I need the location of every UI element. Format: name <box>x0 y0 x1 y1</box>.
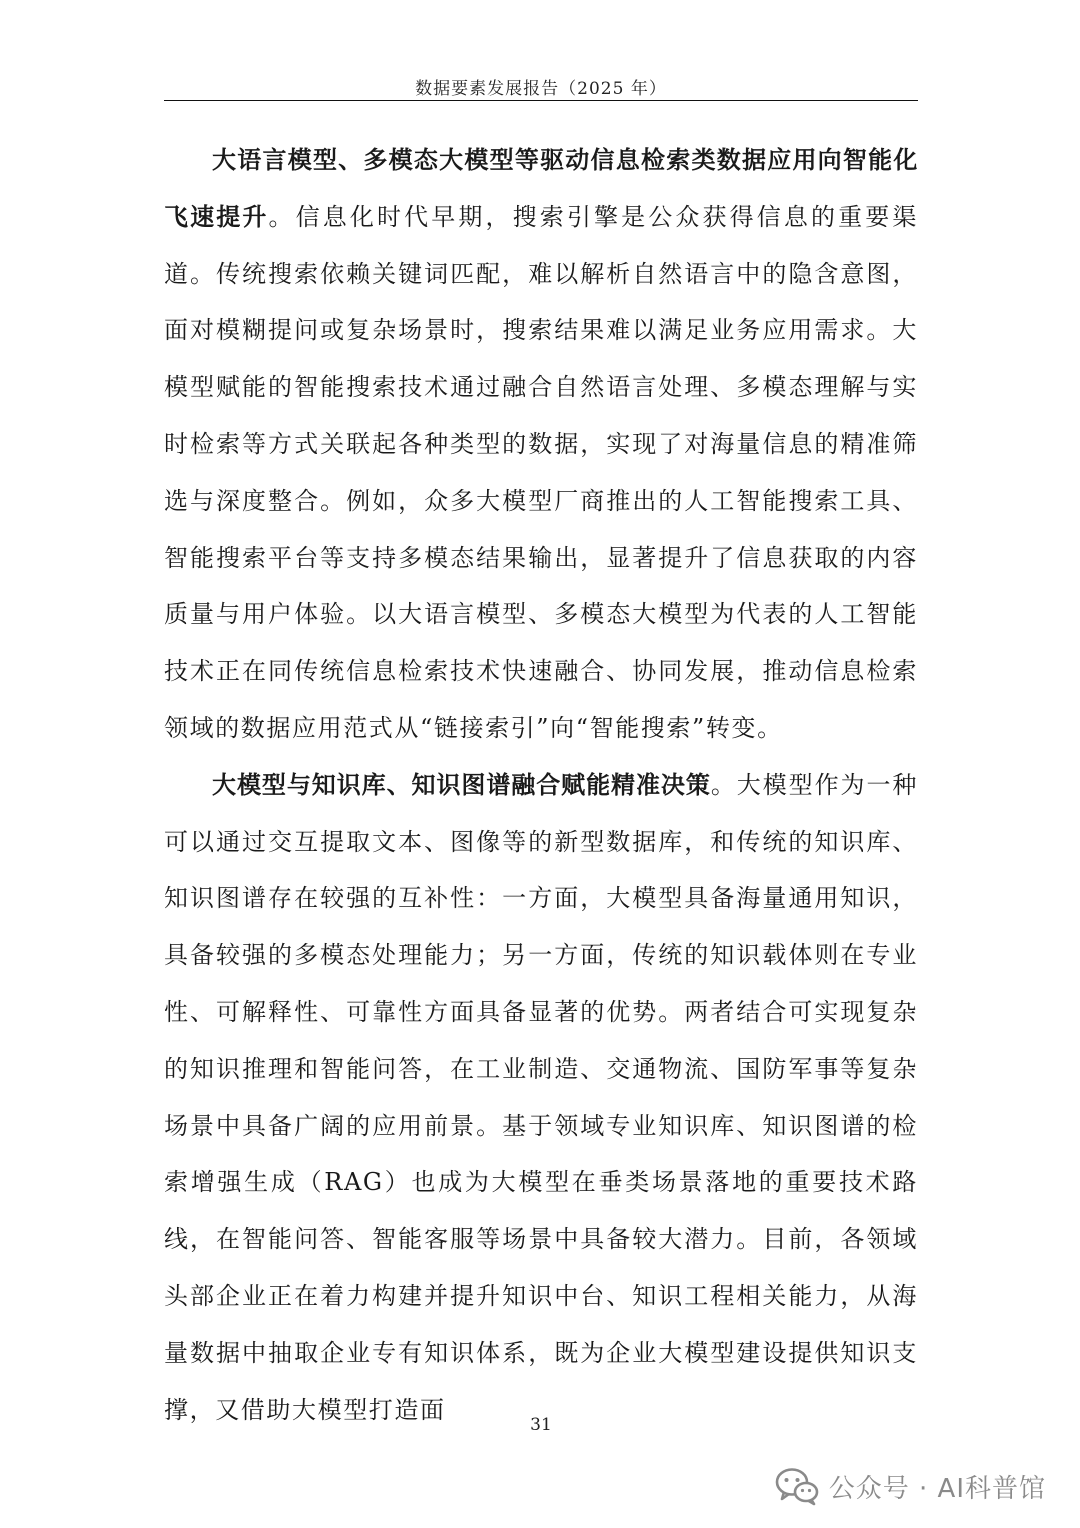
paragraph-body: 。大模型作为一种可以通过交互提取文本、图像等的新型数据库，和传统的知识库、知识图谱存在较强的互补性：一方面，大模型具备海量通用知识，具备较强的多模态处理能力；另一方面，传统的知识载体则在专业性、可解释性、可靠性方面具备显著的优势。两者结合可实现复杂的知识推理和智能问答，在工业制造、交通物流、国防军事等复杂场景中具备广阔的应用前景。基于领域专业知识库、知识图谱的检索增强生成（RAG）也成为大模型在垂类场景落地的重要技术路线，在智能问答、智能客服等场景中具备较大潜力。目前，各领域头部企业正在着力构建并提升知识中台、知识工程相关能力，从海量数据中抽取企业专有知识体系，既为企业大模型建设提供知识支撑，又借助大模型打造面 <box>164 770 918 1424</box>
running-header-title: 数据要素发展报告（2025 年） <box>415 79 667 99</box>
paragraph-knowledge-graph <box>164 757 918 1439</box>
wechat-icon <box>775 1466 819 1506</box>
paragraph-lead: 大模型与知识库、知识图谱融合赋能精准决策 <box>212 770 711 799</box>
paragraph-info-retrieval <box>164 132 918 757</box>
paragraph-lead: 大语言模型、多模态大模型等驱动信息检索类数据应用向智能化飞速提升 <box>164 146 918 231</box>
body-text <box>164 132 918 1438</box>
watermark <box>775 1456 1046 1516</box>
paragraph-body: 。信息化时代早期，搜索引擎是公众获得信息的重要渠道。传统搜索依赖关键词匹配，难以解析自然语言中的隐含意图，面对模糊提问或复杂场景时，搜索结果难以满足业务应用需求。大模型赋能的智能搜索技术通过融合自然语言处理、多模态理解与实时检索等方式关联起各种类型的数据，实现了对海量信息的精准筛选与深度整合。例如，众多大模型厂商推出的人工智能搜索工具、智能搜索平台等支持多模态结果输出，显著提升了信息获取的内容质量与用户体验。以大语言模型、多模态大模型为代表的人工智能技术正在同传统信息检索技术快速融合、协同发展，推动信息检索领域的数据应用范式从“链接索引”向“智能搜索”转变。 <box>164 202 918 742</box>
page-number: 31 <box>530 1415 552 1435</box>
watermark-text: 公众号 · AI科普馆 <box>828 1473 1046 1504</box>
header-divider <box>164 100 918 101</box>
